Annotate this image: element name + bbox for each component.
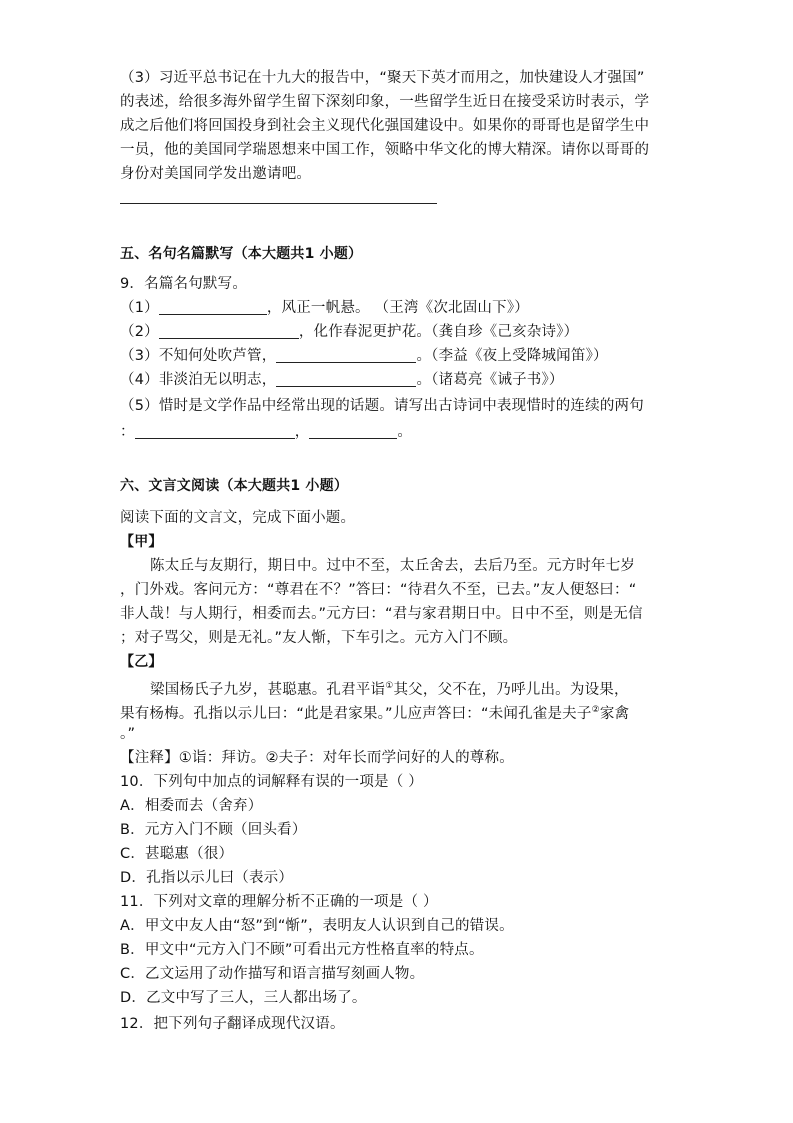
q9-item-4 bbox=[120, 368, 680, 392]
q3-line-4: 一员，他的美国同学瑞恩想来中国工作，领略中华文化的博大精深。请你以哥哥的 bbox=[120, 142, 650, 158]
fill-blank-3 bbox=[276, 346, 416, 363]
q11-option-c: C．乙文运用了动作描写和语言描写刻画人物。 bbox=[120, 966, 425, 982]
footnote-marker-1: ① bbox=[385, 681, 394, 691]
q3-line-5: 身份对美国同学发出邀请吧。 bbox=[120, 166, 312, 182]
fill-blank-5b bbox=[309, 422, 397, 439]
q9-item-1-num: （1） bbox=[120, 300, 159, 316]
q9-item-5-blanks bbox=[120, 420, 680, 444]
q9-item-5-end: 。 bbox=[397, 424, 413, 440]
q9-item-5-prefix: ： bbox=[120, 424, 135, 440]
section6-heading: 六、文言文阅读（本大题共1 小题） bbox=[120, 478, 349, 494]
passage-jia-label: 【甲】 bbox=[120, 534, 163, 550]
q9-item-3-source: 。（李益《夜上受降城闻笛》） bbox=[416, 348, 608, 364]
q10-option-c: C．甚聪惠（很） bbox=[120, 846, 234, 862]
q9-item-5-comma: ， bbox=[294, 424, 310, 440]
passage-yi-line-3: 。” bbox=[120, 726, 136, 742]
q10-title: 10．下列句中加点的词解释有误的一项是（ ） bbox=[120, 774, 423, 790]
q9-item-5: （5）惜时是文学作品中经常出现的话题。请写出古诗词中表现惜时的连续的两句 bbox=[120, 398, 644, 414]
section5-heading: 五、名句名篇默写（本大题共1 小题） bbox=[120, 246, 363, 262]
q9-item-4-source: 。（诸葛亮《诫子书》） bbox=[416, 372, 564, 388]
passage-yi-line-1-b: 其父，父不在，乃呼儿出。为设果， bbox=[393, 682, 629, 698]
q9-item-3 bbox=[120, 344, 680, 368]
answer-line bbox=[120, 203, 437, 204]
q10-option-d: D．孔指以示儿曰（表示） bbox=[120, 870, 294, 886]
passage-yi-line-1-a: 梁国杨氏子九岁，甚聪惠。孔君平诣 bbox=[150, 682, 386, 698]
annotation-note: 【注释】①诣：拜访。②夫子：对年长而学问好的人的尊称。 bbox=[120, 750, 514, 766]
q11-option-d: D．乙文中写了三人，三人都出场了。 bbox=[120, 990, 367, 1006]
reading-intro: 阅读下面的文言文，完成下面小题。 bbox=[120, 510, 356, 526]
q11-option-a: A．甲文中友人由“怒”到“惭”，表明友人认识到自己的错误。 bbox=[120, 918, 514, 934]
passage-jia-line-3: 非人哉！与人期行，相委而去。”元方曰：“君与家君期日中。日中不至，则是无信 bbox=[120, 606, 643, 622]
passage-yi-label: 【乙】 bbox=[120, 654, 163, 670]
q9-title: 9．名篇名句默写。 bbox=[120, 276, 248, 292]
q11-option-b: B．甲文中“元方入门不顾”可看出元方性格直率的特点。 bbox=[120, 942, 484, 958]
q9-item-2-num: （2） bbox=[120, 324, 159, 340]
q9-item-1-text: ，风正一帆悬。 （王湾《次北固山下》） bbox=[266, 300, 529, 316]
q9-item-3-text: （3）不知何处吹芦管， bbox=[120, 348, 277, 364]
passage-jia-line-1: 陈太丘与友期行，期日中。过中不至，太丘舍去，去后乃至。元方时年七岁 bbox=[150, 558, 636, 574]
q9-item-1 bbox=[120, 296, 680, 320]
q10-option-a: A．相委而去（舍弃） bbox=[120, 798, 263, 814]
q3-line-2: 的表述，给很多海外留学生留下深刻印象，一些留学生近日在接受采访时表示，学 bbox=[120, 94, 650, 110]
passage-yi-line-2-a: 果有杨梅。孔指以示儿曰：“此是君家果。”儿应声答曰：“未闻孔雀是夫子 bbox=[120, 706, 592, 722]
q10-option-b: B．元方入门不顾（回头看） bbox=[120, 822, 307, 838]
q9-item-2-text: ，化作春泥更护花。（龚自珍《己亥杂诗》） bbox=[298, 324, 579, 340]
q9-item-2 bbox=[120, 320, 680, 344]
q11-title: 11．下列对文章的理解分析不正确的一项是（ ） bbox=[120, 894, 438, 910]
q12-title: 12．把下列句子翻译成现代汉语。 bbox=[120, 1016, 345, 1032]
q3-line-1: （3）习近平总书记在十九大的报告中，“聚天下英才而用之，加快建设人才强国” bbox=[120, 70, 645, 86]
fill-blank-2 bbox=[159, 322, 299, 339]
footnote-marker-2: ② bbox=[591, 705, 600, 715]
fill-blank-1 bbox=[159, 298, 267, 315]
fill-blank-5a bbox=[135, 422, 295, 439]
q3-line-3: 成之后他们将回国投身到社会主义现代化强国建设中。如果你的哥哥也是留学生中 bbox=[120, 118, 650, 134]
passage-yi-line-2-b: 家禽 bbox=[599, 706, 630, 722]
q9-item-4-text: （4）非淡泊无以明志， bbox=[120, 372, 277, 388]
passage-jia-line-4: ；对子骂父，则是无礼。”友人惭，下车引之。元方入门不顾。 bbox=[120, 630, 518, 646]
passage-jia-line-2: ，门外戏。客问元方：“尊君在不？”答曰：“待君久不至，已去。”友人便怒曰：“ bbox=[120, 582, 637, 598]
fill-blank-4 bbox=[276, 370, 416, 387]
